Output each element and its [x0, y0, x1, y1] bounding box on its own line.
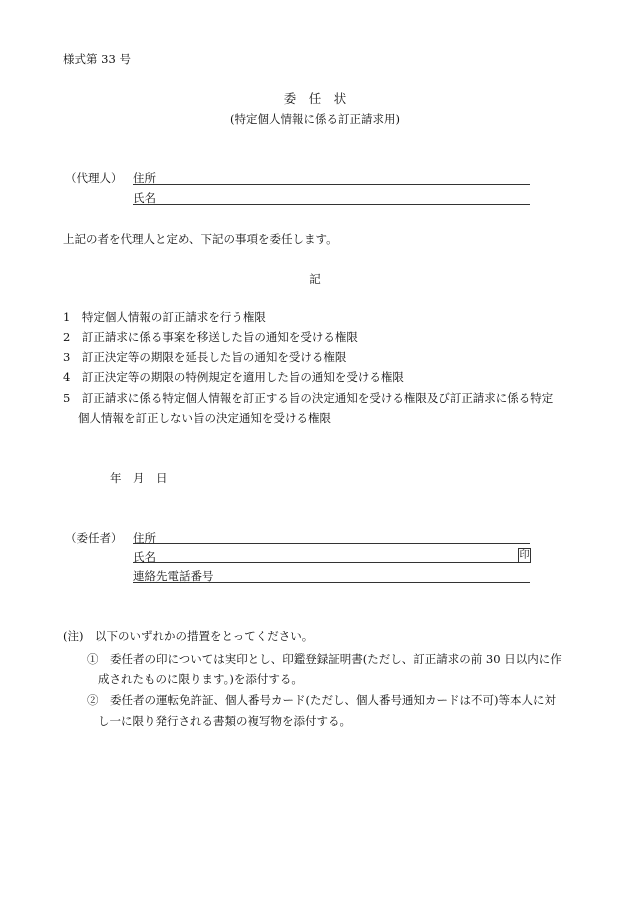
document-subtitle: (特定個人情報に係る訂正請求用)	[230, 112, 400, 126]
principal-label: （委任者）	[65, 531, 123, 545]
agent-name-field[interactable]	[133, 204, 530, 205]
list-item-continuation: 個人情報を訂正しない旨の決定通知を受ける権限	[78, 411, 331, 425]
ki-heading: 記	[309, 272, 321, 286]
seal-mark: 印	[519, 550, 530, 561]
list-item: 4 訂正決定等の期限の特例規定を適用した旨の通知を受ける権限	[63, 370, 404, 384]
agent-name-label: 氏名	[133, 191, 156, 205]
list-item: 3 訂正決定等の期限を延長した旨の通知を受ける権限	[63, 350, 347, 364]
notes-heading: (注) 以下のいずれかの措置をとってください。	[63, 629, 314, 643]
principal-phone-field[interactable]	[133, 582, 530, 583]
date-line: 年 月 日	[110, 471, 168, 485]
note-item-continuation: 成されたものに限ります。)を添付する。	[98, 672, 303, 686]
document-title: 委 任 状	[283, 91, 347, 106]
list-item: 1 特定個人情報の訂正請求を行う権限	[63, 310, 266, 324]
list-item: 5 訂正請求に係る特定個人情報を訂正する旨の決定通知を受ける権限及び訂正請求に係る特定	[63, 391, 554, 405]
principal-name-label: 氏名	[133, 550, 156, 564]
note-item-continuation: し一に限り発行される書類の複写物を添付する。	[98, 714, 351, 728]
agent-address-label: 住所	[133, 171, 156, 185]
principal-name-field[interactable]	[133, 562, 530, 563]
list-item: 2 訂正請求に係る事案を移送した旨の通知を受ける権限	[63, 330, 358, 344]
delegation-statement: 上記の者を代理人と定め、下記の事項を委任します。	[63, 232, 338, 246]
note-item: ② 委任者の運転免許証、個人番号カード(ただし、個人番号通知カードは不可)等本人に対	[87, 693, 556, 707]
principal-phone-label: 連絡先電話番号	[133, 569, 214, 583]
note-item: ① 委任者の印については実印とし、印鑑登録証明書(ただし、訂正請求の前 30 日以内に作	[87, 652, 562, 666]
principal-address-field[interactable]	[133, 543, 530, 544]
agent-address-field[interactable]	[133, 184, 530, 185]
agent-label: （代理人）	[65, 171, 123, 185]
principal-address-label: 住所	[133, 531, 156, 545]
form-number: 様式第 33 号	[63, 52, 131, 66]
